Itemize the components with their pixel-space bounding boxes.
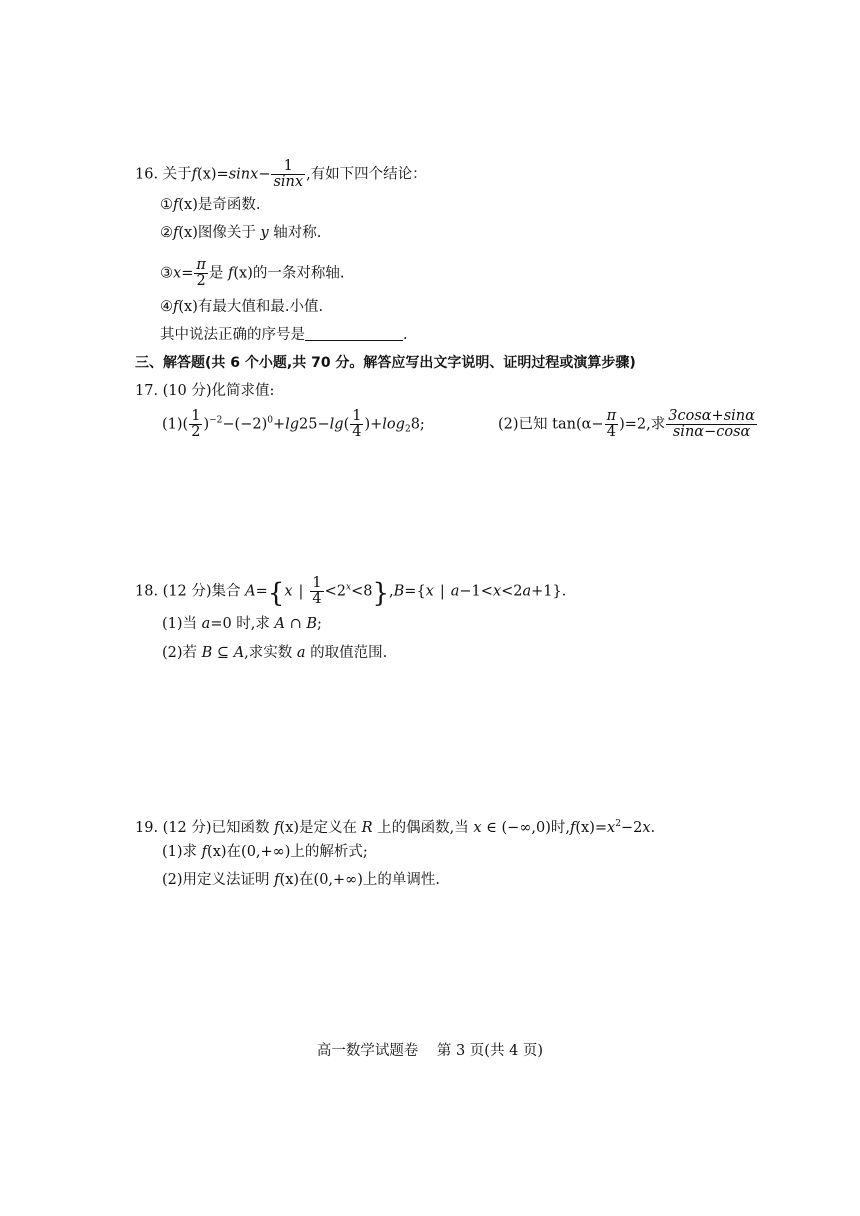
quarter-fraction <box>310 576 323 607</box>
q16-frac-num: 1 <box>271 159 305 175</box>
exponent: 2 <box>615 819 621 829</box>
circled-number: ④ <box>160 299 173 315</box>
ineq: <2 <box>501 583 523 600</box>
comma: , <box>389 583 394 600</box>
func-f: f <box>173 225 179 241</box>
sub-end: 在(0,+∞)上的解析式; <box>226 844 368 860</box>
brace-open: { <box>267 578 285 609</box>
frac-num: 1 <box>312 575 322 591</box>
q16-f-arg: (x) <box>197 166 217 183</box>
eq-sign: = <box>181 265 194 282</box>
q16-tail: ,有如下四个结论： <box>306 166 427 183</box>
frac-num: 1 <box>191 408 201 424</box>
eq-brace: ={ <box>404 583 426 600</box>
q16-ask <box>160 325 408 345</box>
set-B: B <box>201 645 213 661</box>
frac-den: 2 <box>196 273 206 289</box>
func-arg: (x) <box>178 197 198 213</box>
ineq: −1< <box>459 583 493 600</box>
such-that-bar: | <box>298 583 304 600</box>
exponent: −2 <box>209 415 223 426</box>
q18-stem <box>135 576 566 607</box>
sub-text: =0 时,求 <box>210 616 275 632</box>
q17-stem: 17. (10 分)化简求值: <box>135 383 275 399</box>
func-f: f <box>201 844 208 860</box>
q16-frac-den: sinx <box>273 174 304 190</box>
frac-den: 4 <box>352 424 362 440</box>
lg-fn: lg <box>329 416 344 433</box>
frac-den: 4 <box>312 591 322 607</box>
q16-item-4 <box>160 297 323 317</box>
func-arg: (x) <box>279 820 300 836</box>
q16-f: f <box>191 166 198 183</box>
frac-num: π <box>606 408 617 424</box>
quarter-fraction <box>350 409 363 440</box>
q16-sinx: sinx <box>228 166 259 183</box>
p1-term: 25− <box>299 416 330 433</box>
q19-sub-1 <box>162 842 368 862</box>
pi-over-4-fraction <box>605 409 619 440</box>
ineq: <8 <box>351 583 373 600</box>
func-arg: (x) <box>575 820 595 836</box>
var-a: a <box>201 616 211 632</box>
sub-text: (1)求 <box>162 844 202 860</box>
func-arg: (x) <box>178 225 198 241</box>
func-f: f <box>173 299 179 315</box>
var-a: a <box>522 583 532 600</box>
brace-close: }. <box>552 583 567 600</box>
func-f: f <box>173 197 179 213</box>
var-a: a <box>296 645 306 661</box>
p2-text: (2)已知 tan(α− <box>498 416 604 433</box>
stem-text: 上的偶函数,当 <box>372 820 474 836</box>
item-text: 图像关于 <box>197 225 261 241</box>
frac-num: π <box>196 257 206 273</box>
q16-ask-text: 其中说法正确的序号是 <box>160 327 305 343</box>
set-A: A <box>245 583 256 600</box>
q18-label: 18. (12 分)集合 <box>135 583 246 600</box>
lg-fn: lg <box>285 416 300 433</box>
q18-sub-1 <box>162 614 322 634</box>
frac-den: 4 <box>606 424 616 440</box>
p1-term: −(−2) <box>222 416 268 433</box>
item-text: 是奇函数. <box>197 197 261 213</box>
var-x: x <box>284 583 293 600</box>
ratio-fraction <box>666 409 757 440</box>
plus: + <box>272 416 286 433</box>
such-that-bar: | <box>439 583 445 600</box>
sub-text: (2)若 <box>162 645 202 661</box>
circled-number: ③ <box>160 265 173 282</box>
p1-close: ) <box>203 416 210 433</box>
stem-text: −2 <box>620 820 643 836</box>
brace-close: } <box>372 578 390 609</box>
var-x: x <box>173 265 182 282</box>
q19-sub-2 <box>162 870 440 890</box>
func-f: f <box>227 265 234 282</box>
eq-sign: = <box>255 583 268 600</box>
q16-item-1 <box>160 195 260 215</box>
ineq: +1 <box>531 583 553 600</box>
p1-open: (1)( <box>162 416 189 433</box>
sub-text: (2)用定义法证明 <box>162 872 275 888</box>
q17-part-1 <box>162 409 425 440</box>
set-R: R <box>361 820 373 836</box>
q16-item-3 <box>160 258 344 289</box>
q16-ask-end: . <box>403 327 408 343</box>
func-f: f <box>570 820 576 836</box>
circled-number: ② <box>160 225 173 241</box>
var-x: x <box>607 820 616 836</box>
sub-text: ,求实数 <box>244 645 297 661</box>
q16-fraction <box>271 159 305 190</box>
stem-text: 是定义在 <box>299 820 362 836</box>
q18-sub-2 <box>162 643 387 663</box>
sub-end: 在(0,+∞)上的单调性. <box>299 872 441 888</box>
func-arg: (x) <box>233 265 253 282</box>
item-text-2: 轴对称. <box>268 225 322 241</box>
paren: ( <box>343 416 350 433</box>
sub-text: (1)当 <box>162 616 202 632</box>
p1-term: )+ <box>364 416 383 433</box>
log-fn: log <box>382 416 405 433</box>
eq-sign: = <box>594 820 608 836</box>
sub-end: ; <box>317 616 322 632</box>
p1-end: 8; <box>410 416 425 433</box>
q19-label: 19. (12 分)已知函数 <box>135 820 275 836</box>
section-heading: 三、解答题(共 6 个小题,共 70 分。解答应写出文字说明、证明过程或演算步骤) <box>135 355 636 371</box>
sub-end: 的取值范围. <box>305 645 388 661</box>
item-text: 是 <box>208 265 228 282</box>
var-x: x <box>425 583 434 600</box>
func-f: f <box>274 872 280 888</box>
func-f: f <box>274 820 280 836</box>
exponent: 0 <box>267 415 273 426</box>
set-A: A <box>233 645 245 661</box>
var-x: x <box>642 820 651 836</box>
set-B: B <box>306 616 318 632</box>
exponent: x <box>346 582 352 593</box>
stem-text: ∈ (−∞,0)时, <box>481 820 571 836</box>
q16-stem <box>135 159 427 190</box>
var-y: y <box>260 225 269 241</box>
set-B: B <box>393 583 405 600</box>
p2-text: )=2,求 <box>619 416 666 433</box>
q16-minus: − <box>258 166 271 183</box>
set-A: A <box>274 616 285 632</box>
half-fraction <box>189 409 202 440</box>
page-footer: 高一数学试题卷 第 3 页(共 4 页) <box>316 1043 544 1059</box>
var-x: x <box>473 820 482 836</box>
frac-den: sinα−cosα <box>672 424 751 440</box>
var-x: x <box>492 583 502 600</box>
q17-part-2 <box>498 409 758 440</box>
var-a: a <box>450 583 460 600</box>
q16-eq: = <box>216 166 229 183</box>
frac-num: 3cosα+sinα <box>668 408 755 424</box>
ineq: <2 <box>324 583 347 600</box>
circled-number: ① <box>160 197 173 213</box>
answer-blank[interactable] <box>305 326 403 341</box>
func-arg: (x) <box>178 299 198 315</box>
item-text-2: 的一条对称轴. <box>252 265 345 282</box>
subset-sign: ⊆ <box>212 645 234 661</box>
q19-stem <box>135 814 655 838</box>
q16-item-2 <box>160 223 321 243</box>
item-text: 有最大值和最.小值. <box>197 299 324 315</box>
frac-den: 2 <box>191 424 201 440</box>
q16-label: 16. 关于 <box>135 166 192 183</box>
frac-num: 1 <box>352 408 362 424</box>
log-base: 2 <box>404 424 411 435</box>
intersection-sign: ∩ <box>285 616 307 632</box>
pi-over-2-fraction <box>194 258 208 289</box>
func-arg: (x) <box>207 844 227 860</box>
func-arg: (x) <box>279 872 300 888</box>
period: . <box>650 820 656 836</box>
